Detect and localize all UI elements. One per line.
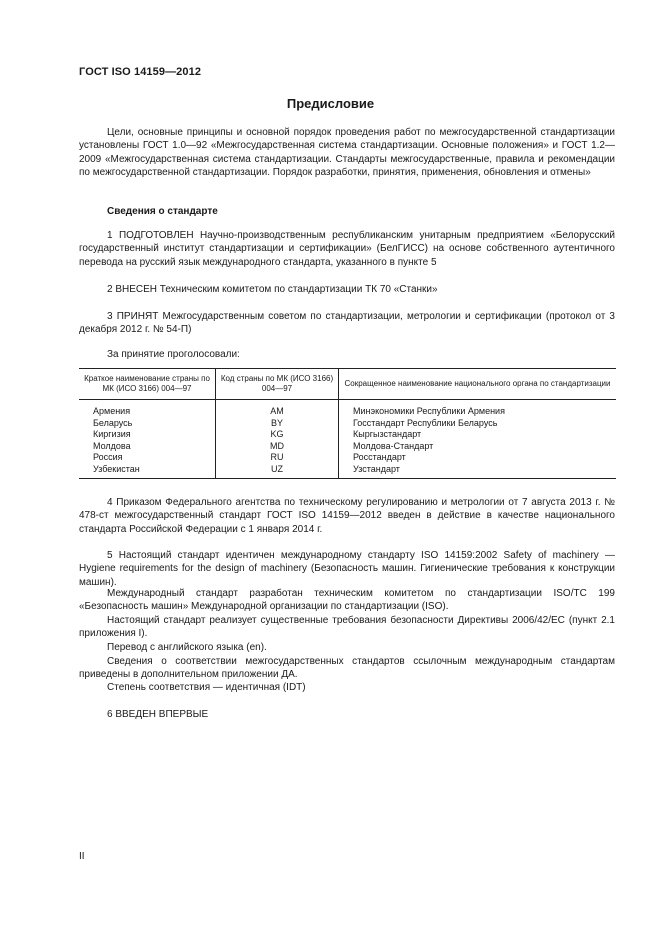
voting-table xyxy=(79,368,616,479)
body-cell: Росстандарт xyxy=(339,452,617,464)
table-row xyxy=(79,464,616,478)
item-5-paragraph-4: Перевод с английского языка (en). xyxy=(107,642,267,653)
body-cell: Узстандарт xyxy=(339,464,617,478)
country-cell: Молдова xyxy=(93,440,131,451)
item-5-paragraph-5: Сведения о соответствии межгосударственных стандартов ссылочным международным стандартам приведены в дополнительном приложении ДА. xyxy=(79,656,615,681)
page-number: II xyxy=(79,851,85,862)
code-cell: BY xyxy=(216,418,339,430)
column-header-code: Код страны по МК (ИСО 3166) 004—97 xyxy=(216,369,339,400)
item-5-paragraph-2: Международный стандарт разработан техническим комитетом по стандартизации ISO/TC 199 «Безопасность машин» Международной организации по стандартизации (ISO). xyxy=(79,588,615,613)
item-1-paragraph: 1 ПОДГОТОВЛЕН Научно-производственным республиканским унитарным предприятием «Белорусский государственный институт стандартизации и сертификации» (БелГИСС) на основе собственного аутентичного перевода на русский язык международного стандарта, указанного в пункте 5 xyxy=(79,230,615,268)
code-cell: RU xyxy=(216,452,339,464)
column-header-country: Краткое наименование страны по МК (ИСО 3166) 004—97 xyxy=(79,369,216,400)
vote-label: За принятие проголосовали: xyxy=(107,349,240,360)
item-4-paragraph: 4 Приказом Федерального агентства по техническому регулированию и метрологии от 7 августа 2013 г. № 478-ст межгосударственный стандарт ГОСТ ISO 14159—2012 введен в действие в качестве национального стандарта Российской Федерации с 1 января 2014 г. xyxy=(79,497,615,535)
table-header-row xyxy=(79,369,616,400)
country-cell: Киргизия xyxy=(93,429,131,440)
body-cell: Кыргызстандарт xyxy=(339,429,617,441)
intro-paragraph: Цели, основные принципы и основной порядок проведения работ по межгосударственной стандартизации установлены ГОСТ 1.0—92 «Межгосударственная система стандартизации. Основные положения» и ГОСТ 1.2—2009 «Межгосударственная система стандартизации. Стандарты межгосударственные, правила и рекомендации по межгосударственной стандартизации. Порядок разработки, принятия, применения, обновления и отмены» xyxy=(79,127,615,179)
country-cell: Узбекистан xyxy=(79,464,216,478)
item-5-paragraph-6: Степень соответствия — идентичная (IDT) xyxy=(107,682,306,693)
page-title: Предисловие xyxy=(286,96,375,111)
code-cell: MD xyxy=(216,441,339,453)
code-cell: AM xyxy=(216,400,339,418)
table-row xyxy=(79,441,616,453)
country-cell: Беларусь xyxy=(93,417,133,428)
country-cell: Армения xyxy=(93,406,131,416)
section-heading: Сведения о стандарте xyxy=(107,206,218,217)
column-header-body: Сокращенное наименование национального органа по стандартизации xyxy=(339,369,617,400)
body-cell: Молдова-Стандарт xyxy=(339,441,617,453)
table-row xyxy=(79,429,616,441)
item-2-paragraph: 2 ВНЕСЕН Техническим комитетом по стандартизации ТК 70 «Станки» xyxy=(107,284,438,295)
item-5-paragraph-3: Настоящий стандарт реализует существенные требования безопасности Директивы 2006/42/EC (пункт 2.1 приложения I). xyxy=(79,615,615,640)
table-row xyxy=(79,418,616,430)
table-row xyxy=(79,452,616,464)
document-header: ГОСТ ISO 14159—2012 xyxy=(79,66,202,78)
code-cell: KG xyxy=(216,429,339,441)
body-cell: Минэкономики Республики Армения xyxy=(339,400,617,418)
code-cell: UZ xyxy=(216,464,339,478)
item-5-paragraph: 5 Настоящий стандарт идентичен международному стандарту ISO 14159:2002 Safety of machinery — Hygiene requirements for the design of machinery (Безопасность машин. Гигиенические требования к конструкции машин). xyxy=(79,550,615,588)
item-3-paragraph: 3 ПРИНЯТ Межгосударственным советом по стандартизации, метрологии и сертификации (протокол от 3 декабря 2012 г. № 54-П) xyxy=(79,311,615,336)
country-cell: Россия xyxy=(93,452,123,463)
body-cell: Госстандарт Республики Беларусь xyxy=(339,418,617,430)
table-row xyxy=(79,400,616,418)
item-6-paragraph: 6 ВВЕДЕН ВПЕРВЫЕ xyxy=(107,709,209,720)
